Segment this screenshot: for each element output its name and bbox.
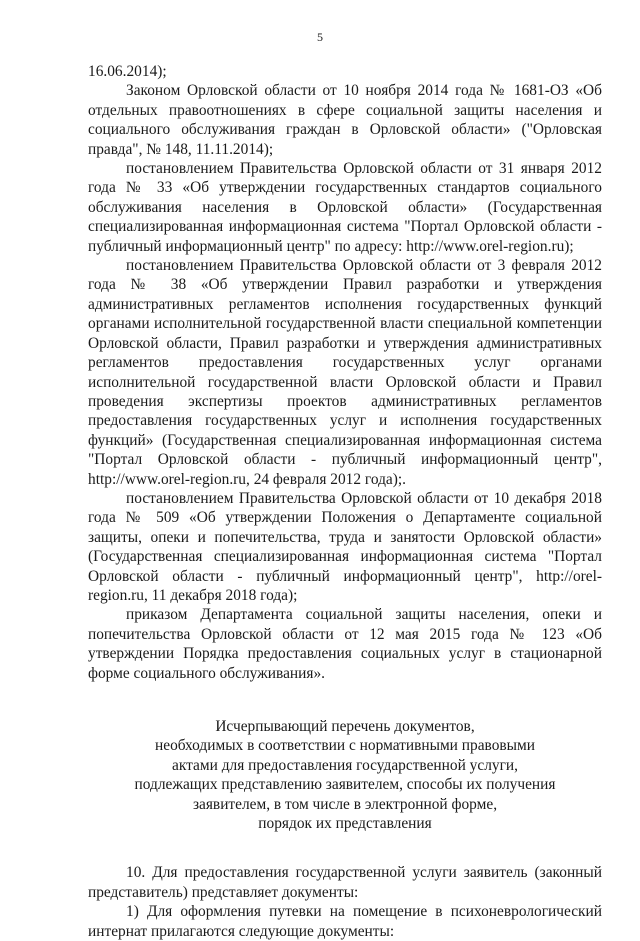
paragraph-law-1681: Законом Орловской области от 10 ноября 2014 года № 1681-ОЗ «Об отдельных правоотношениях в сфере социальной защиты населения и социального обслуживания граждан в Орловской области» ("Орловская правда", № 148, 11.11.2014); [88, 82, 602, 158]
page-number: 5 [317, 30, 323, 44]
heading-line: необходимых в соответствии с нормативными правовыми [155, 737, 535, 755]
paragraph-item-10: 10. Для предоставления государственной услуги заявитель (законный представитель) представляет документы: [88, 864, 602, 901]
heading-line: заявителем, в том числе в электронной форме, [192, 795, 498, 813]
section-heading [88, 717, 602, 833]
heading-line: порядок их представления [258, 815, 432, 833]
paragraph-item-10-1: 1) Для оформления путевки на помещение в психоневрологический интернат прилагаются следующие документы: [88, 903, 602, 940]
heading-line: подлежащих представлению заявителем, способы их получения [134, 776, 556, 794]
paragraph-continuation: 16.06.2014); [88, 63, 167, 80]
document-body [88, 62, 602, 941]
spacer [88, 833, 602, 863]
paragraph-resolution-509: постановлением Правительства Орловской области от 10 декабря 2018 года № 509 «Об утверждении Положения о Департаменте социальной защиты, опеки и попечительства, труда и занятости Орловской области» (Государственная специализированная информационная система "Портал Орловской области - публичный информационный центр", http://orel-region.ru, 11 декабря 2018 года); [88, 489, 602, 604]
heading-line: актами для предоставления государственной услуги, [172, 756, 518, 774]
spacer [88, 683, 602, 717]
paragraph-order-123: приказом Департамента социальной защиты населения, опеки и попечительства Орловской области от 12 мая 2015 года № 123 «Об утверждении Порядка предоставления социальных услуг в стационарной форме социального обслуживания». [88, 606, 602, 682]
paragraph-resolution-33: постановлением Правительства Орловской области от 31 января 2012 года № 33 «Об утверждении государственных стандартов социального обслуживания населения в Орловской области» (Государственная специализированная информационная система "Портал Орловской области - публичный информационный центр" по адресу: http://www.orel-region.ru); [88, 160, 602, 255]
paragraph-resolution-38: постановлением Правительства Орловской области от 3 февраля 2012 года № 38 «Об утверждении Правил разработки и утверждения административных регламентов исполнения государственных функций органами исполнительной государственной власти специальной компетенции Орловской области, Правил разработки и утверждения административных регламентов предоставления государственных услуг органами исполнительной государственной власти Орловской области и Правил проведения экспертизы проектов административных регламентов предоставления государственных услуг и исполнения государственных функций» (Государственная специализированная информационная система "Портал Орловской области - публичный информационный центр", http://www.orel-region.ru, 24 февраля 2012 года);. [88, 257, 602, 488]
heading-line: Исчерпывающий перечень документов, [215, 718, 475, 735]
